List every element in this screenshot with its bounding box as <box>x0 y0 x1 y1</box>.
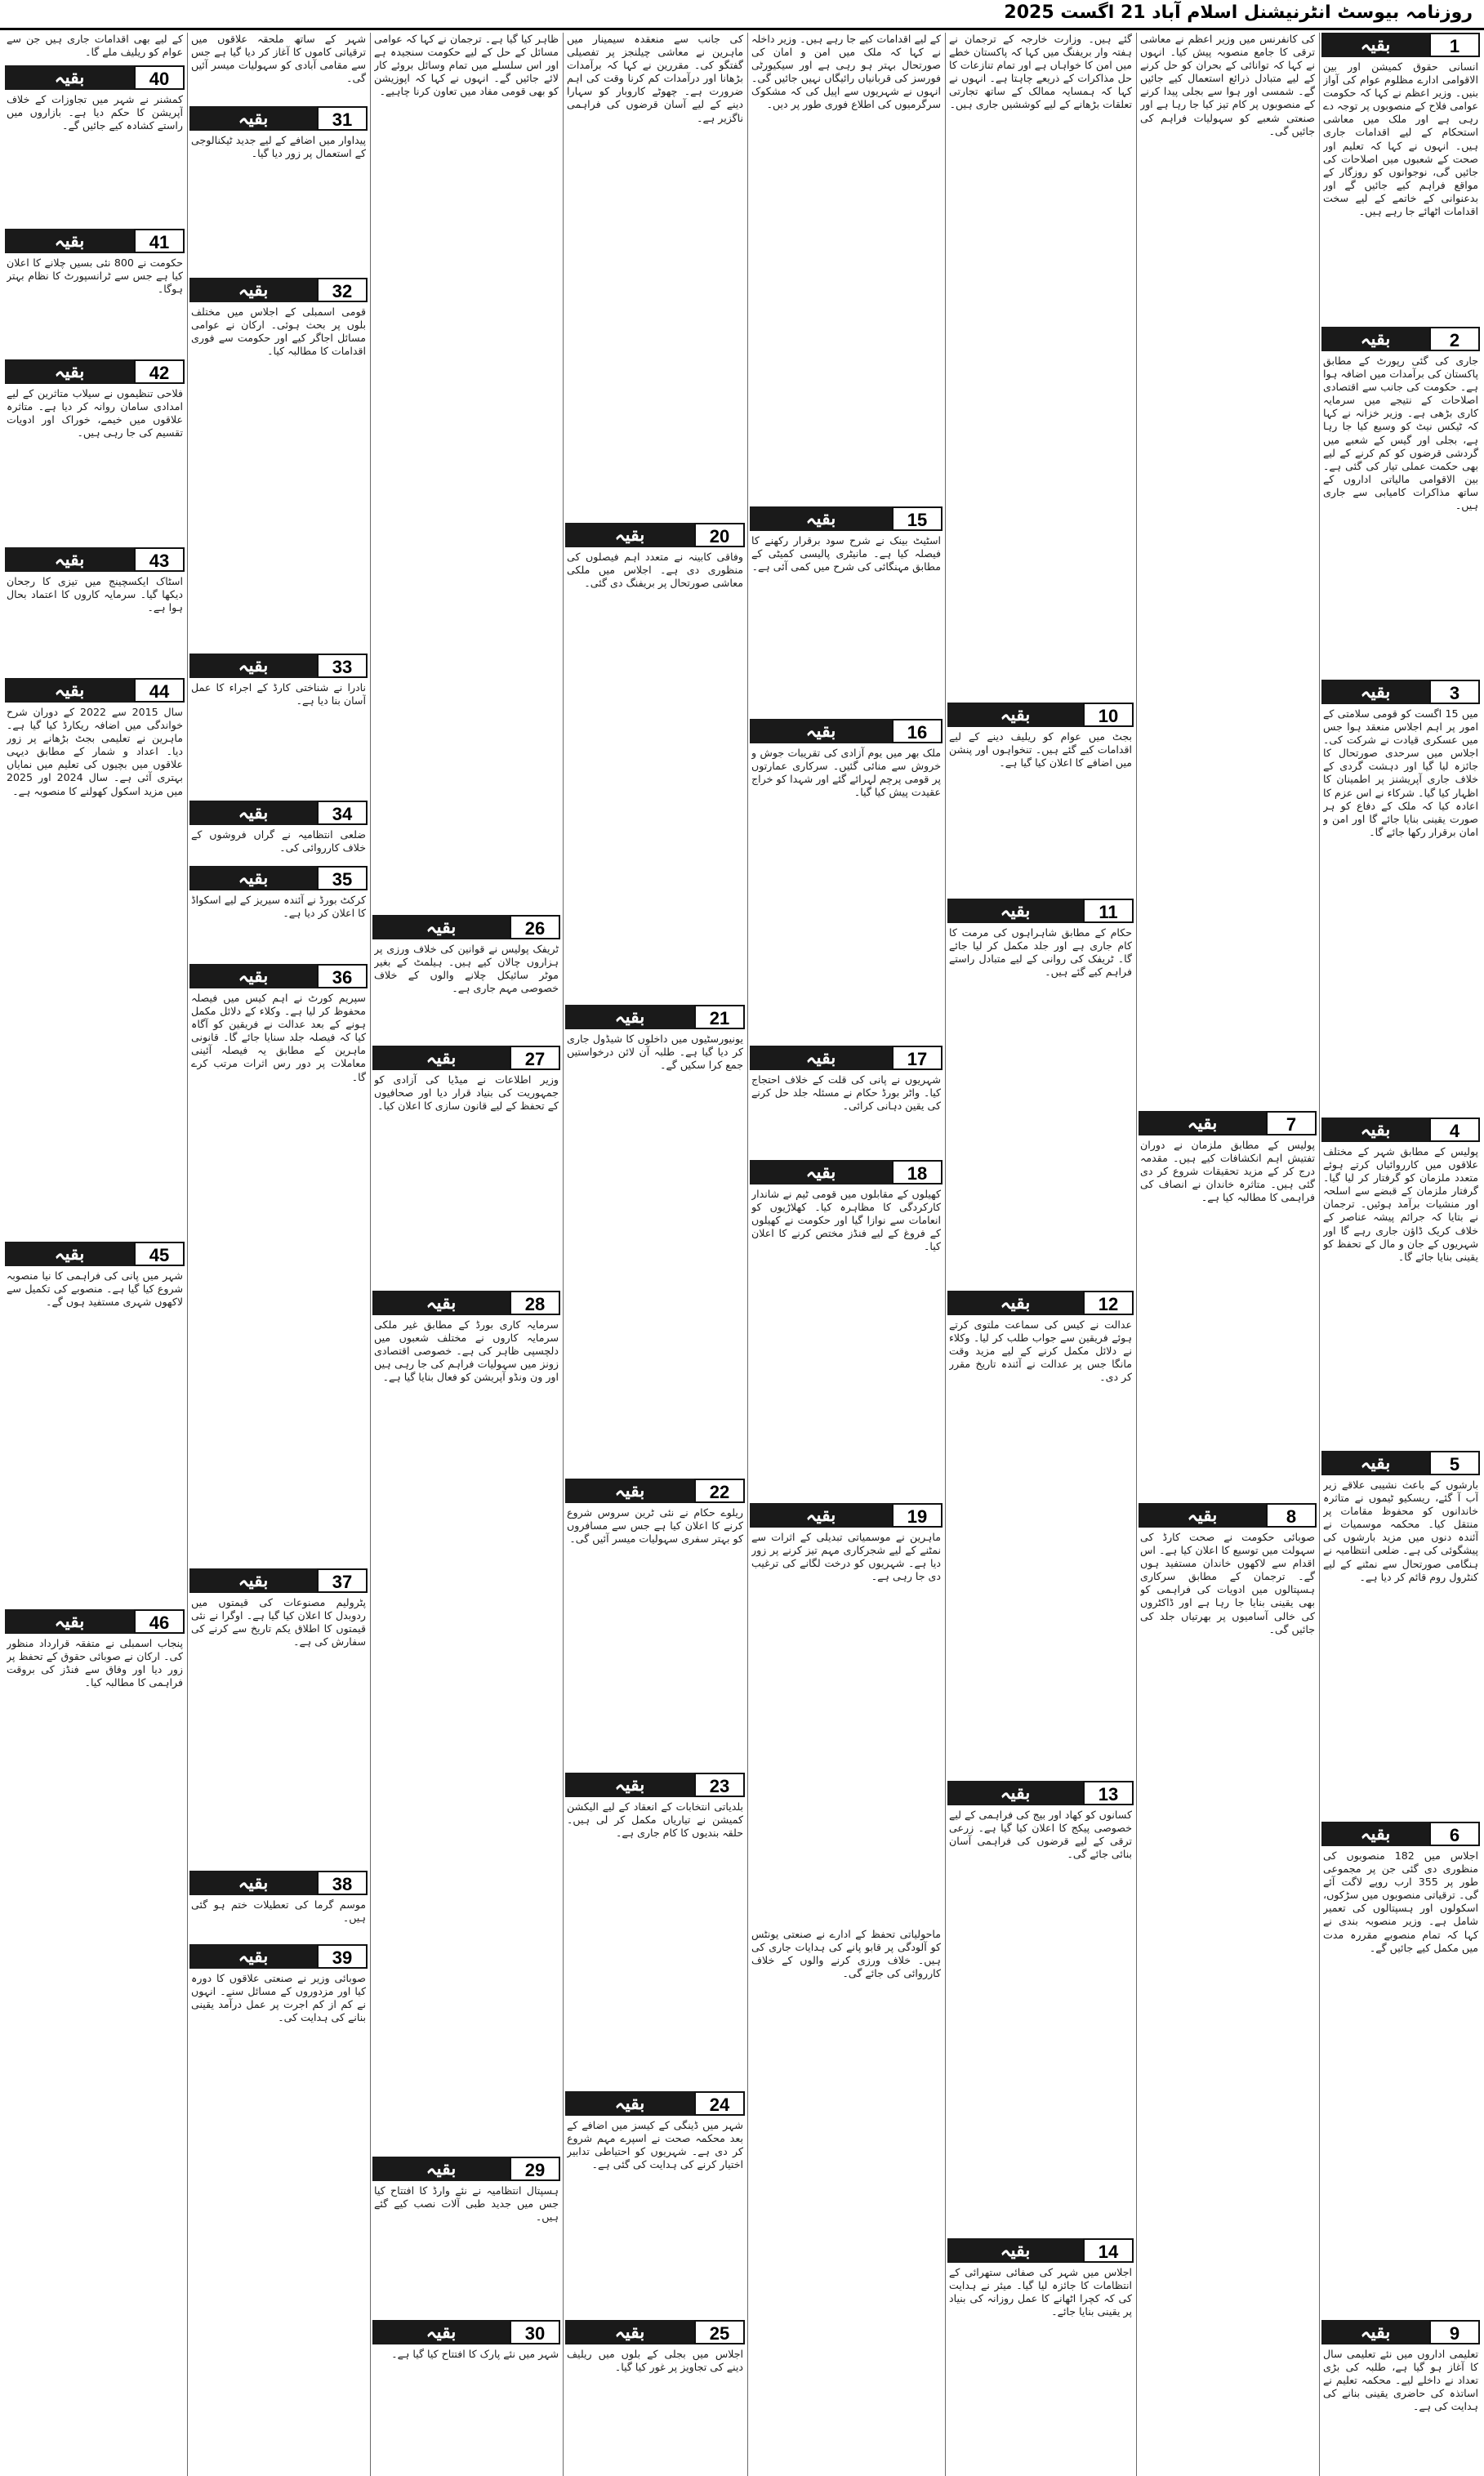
news-story <box>189 33 368 103</box>
story-number: 32 <box>317 278 368 302</box>
story-number: 45 <box>134 1242 185 1266</box>
story-number: 28 <box>510 1291 560 1315</box>
news-story <box>565 1005 745 1475</box>
story-body: حکام کے مطابق شاہراہوں کی مرمت کا کام جاری ہے اور جلد مکمل کر لیا جائے گا۔ ٹریفک کی روانی کے لیے متبادل راستے فراہم کیے گئے ہیں۔ <box>949 926 1132 979</box>
continuation-header <box>372 915 560 939</box>
news-story <box>947 33 1134 699</box>
continuation-header <box>947 899 1134 923</box>
news-column <box>947 33 1134 2476</box>
news-story <box>5 547 185 675</box>
continuation-header <box>372 1046 560 1070</box>
continuation-label: بقیہ <box>189 654 317 678</box>
continuation-label: بقیہ <box>372 1046 510 1070</box>
continuation-label: بقیہ <box>1321 1451 1429 1475</box>
news-story <box>1321 1822 1480 2317</box>
story-body: موسم گرما کی تعطیلات ختم ہو گئی ہیں۔ <box>191 1898 366 1925</box>
continuation-label: بقیہ <box>947 1781 1083 1805</box>
news-story <box>947 703 1134 895</box>
continuation-header <box>750 1160 943 1184</box>
continuation-label: بقیہ <box>189 1871 317 1895</box>
continuation-label: بقیہ <box>189 1944 317 1969</box>
continuation-label: بقیہ <box>372 2157 510 2181</box>
news-story <box>750 1160 943 1500</box>
story-body: یونیورسٹیوں میں داخلوں کا شیڈول جاری کر دیا گیا ہے۔ طلبہ آن لائن درخواستیں جمع کرا سکیں گے۔ <box>567 1033 743 1072</box>
news-story <box>5 65 185 225</box>
news-story <box>5 1609 185 2473</box>
continuation-label: بقیہ <box>372 1291 510 1315</box>
continuation-header <box>750 1503 943 1528</box>
news-column <box>1321 33 1480 2476</box>
news-story <box>1321 2320 1480 2473</box>
story-body: ملک بھر میں یوم آزادی کی تقریبات جوش و خروش سے منائی گئیں۔ سرکاری عمارتوں پر قومی پرچم لہرائے گئے اور شہدا کو خراج عقیدت پیش کیا گیا۔ <box>751 747 941 799</box>
story-body: حکومت نے 800 نئی بسیں چلانے کا اعلان کیا ہے جس سے ٹرانسپورٹ کا نظام بہتر ہوگا۔ <box>7 257 183 296</box>
continuation-label: بقیہ <box>947 2238 1083 2263</box>
continuation-label: بقیہ <box>5 678 134 703</box>
story-number: 27 <box>510 1046 560 1070</box>
news-story <box>372 2320 560 2473</box>
continuation-label: بقیہ <box>189 964 317 988</box>
story-body: سپریم کورٹ نے اہم کیس میں فیصلہ محفوظ کر لیا ہے۔ وکلاء کے دلائل مکمل ہونے کے بعد عدالت نے فریقین کو آگاہ کیا کہ فیصلہ جلد سنایا جائے گا۔ قانونی ماہرین کے مطابق یہ فیصلہ آئینی معاملات پر دور رس اثرات مرتب کرے گا۔ <box>191 992 366 1083</box>
story-number: 30 <box>510 2320 560 2344</box>
story-number: 35 <box>317 866 368 890</box>
column-divider <box>563 33 564 2476</box>
story-number: 4 <box>1429 1118 1480 1142</box>
continuation-header <box>189 654 368 678</box>
news-column <box>1139 33 1317 2476</box>
continuation-label: بقیہ <box>750 1503 892 1528</box>
continuation-label: بقیہ <box>750 1046 892 1070</box>
continuation-label: بقیہ <box>565 1479 694 1503</box>
story-number: 11 <box>1083 899 1134 923</box>
story-body: ریلوے حکام نے نئی ٹرین سروس شروع کرنے کا اعلان کیا ہے جس سے مسافروں کو بہتر سفری سہولیات میسر آئیں گی۔ <box>567 1506 743 1546</box>
story-number: 18 <box>892 1160 943 1184</box>
story-body: کھیلوں کے مقابلوں میں قومی ٹیم نے شاندار کارکردگی کا مظاہرہ کیا۔ کھلاڑیوں کو انعامات سے نوازا گیا اور حکومت نے کھیلوں کے فروغ کے لیے فنڈز مختص کرنے کا اعلان کیا۔ <box>751 1188 941 1253</box>
story-number: 13 <box>1083 1781 1134 1805</box>
story-number: 22 <box>694 1479 745 1503</box>
news-story <box>372 1291 560 2153</box>
continuation-label: بقیہ <box>5 229 134 253</box>
news-story <box>189 654 368 797</box>
continuation-label: بقیہ <box>947 703 1083 727</box>
continuation-label: بقیہ <box>565 2091 694 2116</box>
story-body: ماہرین نے موسمیاتی تبدیلی کے اثرات سے نمٹنے کے لیے شجرکاری مہم تیز کرنے پر زور دیا ہے۔ شہریوں کو درخت لگانے کی ترغیب دی جا رہی ہے۔ <box>751 1531 941 1583</box>
story-body: ہسپتال انتظامیہ نے نئے وارڈ کا افتتاح کیا جس میں جدید طبی آلات نصب کیے گئے ہیں۔ <box>374 2184 559 2224</box>
continuation-header <box>565 1479 745 1503</box>
story-body: اجلاس میں شہر کی صفائی ستھرائی کے انتظامات کا جائزہ لیا گیا۔ میئر نے ہدایت کی کہ کچرا اٹھانے کا عمل روزانہ کی بنیاد پر یقینی بنایا جائے۔ <box>949 2266 1132 2318</box>
story-number: 20 <box>694 523 745 547</box>
story-body: صوبائی وزیر نے صنعتی علاقوں کا دورہ کیا اور مزدوروں کے مسائل سنے۔ انہوں نے کم از کم اجرت پر عمل درآمد یقینی بنانے کی ہدایت کی۔ <box>191 1972 366 2024</box>
story-body: پولیس کے مطابق شہر کے مختلف علاقوں میں کارروائیاں کرتے ہوئے متعدد ملزمان کو گرفتار کر لیا گیا۔ گرفتار ملزمان کے قبضے سے اسلحہ اور منشیات برآمد ہوئیں۔ ترجمان نے بتایا کہ جرائم پیشہ عناصر کے خلاف کریک ڈاؤن جاری رہے گا اور شہریوں کے جان و مال کے تحفظ کو یقینی بنایا جائے گا۔ <box>1323 1145 1478 1263</box>
story-body: شہریوں نے پانی کی قلت کے خلاف احتجاج کیا۔ واٹر بورڈ حکام نے مسئلہ جلد حل کرنے کی یقین دہانی کرائی۔ <box>751 1073 941 1113</box>
story-body: عدالت نے کیس کی سماعت ملتوی کرتے ہوئے فریقین سے جواب طلب کر لیا۔ وکلاء نے دلائل مکمل کرنے کے لیے مزید وقت مانگا جس پر عدالت نے آئندہ تاریخ مقرر کر دی۔ <box>949 1318 1132 1384</box>
continuation-label: بقیہ <box>750 506 892 531</box>
news-story <box>565 2091 745 2317</box>
news-story <box>189 278 368 650</box>
news-story <box>372 1046 560 1287</box>
story-body: شہر میں پانی کی فراہمی کا نیا منصوبہ شروع کیا گیا ہے۔ منصوبے کی تکمیل سے لاکھوں شہری مستفید ہوں گے۔ <box>7 1269 183 1309</box>
news-column <box>189 33 368 2476</box>
news-story <box>1321 327 1480 676</box>
news-story <box>372 915 560 1042</box>
continuation-label: بقیہ <box>1321 327 1429 351</box>
continuation-header <box>565 523 745 547</box>
story-body: کی جانب سے منعقدہ سیمینار میں ماہرین نے معاشی چیلنجز پر تفصیلی گفتگو کی۔ مقررین نے کہا کہ برآمدات بڑھانا اور درآمدات کم کرنا وقت کی اہم ضرورت ہے۔ چھوٹے کاروبار کو سہارا دینے کے لیے آسان قرضوں کی فراہمی ناگزیر ہے۔ <box>567 33 743 124</box>
story-body: گئے ہیں۔ وزارت خارجہ کے ترجمان نے ہفتہ وار بریفنگ میں کہا کہ پاکستان خطے میں امن کا خواہاں ہے اور تمام تنازعات کا حل مذاکرات کے ذریعے چاہتا ہے۔ انہوں نے کہا کہ ہمسایہ ممالک کے ساتھ تجارتی تعلقات بڑھانے کے لیے کوششیں جاری ہیں۔ <box>949 33 1132 111</box>
continuation-label: بقیہ <box>372 915 510 939</box>
story-body: بارشوں کے باعث نشیبی علاقے زیر آب آ گئے، ریسکیو ٹیموں نے متاثرہ خاندانوں کو محفوظ مقامات پر منتقل کیا۔ محکمہ موسمیات نے آئندہ دنوں میں مزید بارشوں کی پیشگوئی کی ہے۔ ضلعی انتظامیہ نے ہنگامی صورتحال سے نمٹنے کے لیے کنٹرول روم قائم کر دیا ہے۔ <box>1323 1479 1478 1583</box>
news-story <box>750 506 943 716</box>
news-story <box>1321 1451 1480 1818</box>
story-number: 7 <box>1266 1111 1317 1135</box>
news-story <box>565 33 745 520</box>
story-number: 37 <box>317 1568 368 1593</box>
story-body: سرمایہ کاری بورڈ کے مطابق غیر ملکی سرمایہ کاروں نے مختلف شعبوں میں دلچسپی ظاہر کی ہے۔ خصوصی اقتصادی زونز میں سہولیات فراہم کی جا رہی ہیں اور ون ونڈو آپریشن کو فعال بنایا گیا ہے۔ <box>374 1318 559 1384</box>
continuation-header <box>189 1568 368 1593</box>
continuation-header <box>189 964 368 988</box>
story-body: میں 15 اگست کو قومی سلامتی کے امور پر اہم اجلاس منعقد ہوا جس میں عسکری قیادت نے شرکت کی۔ اجلاس میں سرحدی صورتحال کا جائزہ لیا گیا اور دہشت گردی کے خلاف جاری آپریشنز پر اطمینان کا اظہار کیا گیا۔ شرکاء نے اس عزم کا اعادہ کیا کہ ملک کے دفاع کو ہر صورت یقینی بنایا جائے گا اور امن و امان برقرار رکھا جائے گا۔ <box>1323 707 1478 838</box>
story-number: 34 <box>317 801 368 825</box>
news-story <box>189 1944 368 2473</box>
story-body: کسانوں کو کھاد اور بیج کی فراہمی کے لیے خصوصی پیکج کا اعلان کیا گیا ہے۔ زرعی ترقی کے لیے قرضوں کی فراہمی آسان بنائی جائے گی۔ <box>949 1809 1132 1861</box>
story-body: اجلاس میں 182 منصوبوں کی منظوری دی گئی جن پر مجموعی طور پر 355 ارب روپے لاگت آئے گی۔ ترقیاتی منصوبوں میں سڑکوں، اسکولوں اور ہسپتالوں کی تعمیر شامل ہے۔ وزیر منصوبہ بندی نے کہا کہ تمام منصوبے مقررہ مدت میں مکمل کیے جائیں گے۔ <box>1323 1849 1478 1954</box>
news-story <box>947 1291 1134 1778</box>
news-story <box>1321 33 1480 323</box>
continuation-label: بقیہ <box>189 866 317 890</box>
story-body: ضلعی انتظامیہ نے گراں فروشوں کے خلاف کارروائی کی۔ <box>191 828 366 854</box>
continuation-label: بقیہ <box>1321 2320 1429 2344</box>
story-body: وفاقی کابینہ نے متعدد اہم فیصلوں کی منظوری دی ہے۔ اجلاس میں ملکی معاشی صورتحال پر بریفنگ دی گئی۔ <box>567 551 743 590</box>
story-body: شہر کے ساتھ ملحقہ علاقوں میں ترقیاتی کاموں کا آغاز کر دیا گیا ہے جس سے مقامی آبادی کو سہولیات میسر آئیں گی۔ <box>191 33 366 85</box>
continuation-header <box>1321 680 1480 704</box>
story-body: ظاہر کیا گیا ہے۔ ترجمان نے کہا کہ عوامی مسائل کے حل کے لیے حکومت سنجیدہ ہے اور اس سلسلے میں تمام وسائل بروئے کار لائے جائیں گے۔ انہوں نے کہا کہ اپوزیشن کو بھی قومی مفاد میں تعاون کرنا چاہیے۔ <box>374 33 559 98</box>
story-number: 40 <box>134 65 185 90</box>
continuation-label: بقیہ <box>565 1773 694 1797</box>
story-number: 9 <box>1429 2320 1480 2344</box>
continuation-label: بقیہ <box>189 106 317 131</box>
story-number: 12 <box>1083 1291 1134 1315</box>
news-story <box>5 1242 185 1606</box>
story-body: پیداوار میں اضافے کے لیے جدید ٹیکنالوجی کے استعمال پر زور دیا گیا۔ <box>191 134 366 160</box>
story-body: شہر میں نئے پارک کا افتتاح کیا گیا ہے۔ <box>391 2348 559 2360</box>
story-number: 17 <box>892 1046 943 1070</box>
story-body: اسٹاک ایکسچینج میں تیزی کا رجحان دیکھا گیا۔ سرمایہ کاروں کا اعتماد بحال ہوا ہے۔ <box>7 575 183 614</box>
continuation-header <box>5 547 185 572</box>
continuation-label: بقیہ <box>1321 33 1429 57</box>
story-body: اسٹیٹ بینک نے شرح سود برقرار رکھنے کا فیصلہ کیا ہے۔ مانیٹری پالیسی کمیٹی کے مطابق مہنگائی کی شرح میں کمی آئی ہے۔ <box>751 534 941 573</box>
news-story <box>750 1046 943 1157</box>
continuation-label: بقیہ <box>1139 1111 1266 1135</box>
story-number: 46 <box>134 1609 185 1634</box>
continuation-header <box>5 1609 185 1634</box>
news-story <box>189 106 368 274</box>
story-body: اجلاس میں بجلی کے بلوں میں ریلیف دینے کی تجاویز پر غور کیا گیا۔ <box>567 2348 743 2374</box>
continuation-label: بقیہ <box>565 2320 694 2344</box>
news-story <box>750 1928 943 2473</box>
story-number: 19 <box>892 1503 943 1528</box>
news-story <box>750 719 943 1042</box>
continuation-header <box>1321 1822 1480 1846</box>
continuation-label: بقیہ <box>5 65 134 90</box>
continuation-header <box>189 1944 368 1969</box>
continuation-header <box>1139 1503 1317 1528</box>
story-number: 25 <box>694 2320 745 2344</box>
news-story <box>565 1479 745 1769</box>
continuation-header <box>565 2320 745 2344</box>
continuation-header <box>5 229 185 253</box>
masthead <box>0 0 1484 25</box>
story-body: ٹریفک پولیس نے قوانین کی خلاف ورزی پر ہزاروں چالان کیے ہیں۔ ہیلمٹ کے بغیر موٹر سائیکل چلانے والوں کے خلاف خصوصی مہم جاری ہے۔ <box>374 943 559 995</box>
news-story <box>947 2238 1134 2473</box>
continuation-label: بقیہ <box>947 899 1083 923</box>
story-body: کی کانفرنس میں وزیر اعظم نے معاشی ترقی کا جامع منصوبہ پیش کیا۔ انہوں نے کہا کہ توانائی کے بحران کو حل کرنے کے لیے متبادل ذرائع استعمال کیے جائیں گے۔ شمسی اور ہوا سے بجلی پیدا کرنے کے منصوبوں پر کام تیز کیا جا رہا ہے اور صنعتی شعبے کو سہولیات فراہم کی جائیں گی۔ <box>1140 33 1315 137</box>
story-number: 16 <box>892 719 943 743</box>
story-number: 39 <box>317 1944 368 1969</box>
continuation-label: بقیہ <box>189 1568 317 1593</box>
story-number: 29 <box>510 2157 560 2181</box>
story-body: کمشنر نے شہر میں تجاوزات کے خلاف آپریشن کا حکم دیا ہے۔ بازاروں میں راستے کشادہ کیے جائیں گے۔ <box>7 93 183 132</box>
story-body: شہر میں ڈینگی کے کیسز میں اضافے کے بعد محکمہ صحت نے اسپرے مہم شروع کر دی ہے۔ شہریوں کو احتیاطی تدابیر اختیار کرنے کی ہدایت کی گئی ہے۔ <box>567 2119 743 2171</box>
masthead-title: روزنامہ بیوسٹ انٹرنیشنل اسلام آباد 21 اگست 2025 <box>1004 2 1473 23</box>
news-story <box>189 1871 368 1941</box>
story-body: تعلیمی اداروں میں نئے تعلیمی سال کا آغاز ہو گیا ہے، طلبہ کی بڑی تعداد نے داخلے لیے۔ محکمہ تعلیم نے اساتذہ کی حاضری یقینی بنانے کی ہدایت کی ہے۔ <box>1323 2348 1478 2413</box>
continuation-label: بقیہ <box>1321 1822 1429 1846</box>
story-body: کے لیے اقدامات کیے جا رہے ہیں۔ وزیر داخلہ نے کہا کہ ملک میں امن و امان کی صورتحال بہتر ہو رہی ہے اور سیکیورٹی فورسز کی قربانیاں رائیگاں نہیں جائیں گی۔ انہوں نے شہریوں سے اپیل کی کہ مشکوک سرگرمیوں کی اطلاع فوری طور پر دیں۔ <box>751 33 941 111</box>
continuation-label: بقیہ <box>750 1160 892 1184</box>
news-story <box>5 229 185 356</box>
continuation-header <box>189 801 368 825</box>
column-divider <box>370 33 371 2476</box>
story-number: 5 <box>1429 1451 1480 1475</box>
story-body: پنجاب اسمبلی نے متفقہ قرارداد منظور کی۔ ارکان نے صوبائی حقوق کے تحفظ پر زور دیا اور وفاق سے فنڈز کی بروقت فراہمی کا مطالبہ کیا۔ <box>7 1637 183 1689</box>
news-story <box>5 359 185 544</box>
continuation-header <box>565 1773 745 1797</box>
story-body: فلاحی تنظیموں نے سیلاب متاثرین کے لیے امدادی سامان روانہ کر دیا ہے۔ متاثرہ علاقوں میں خیمے، خوراک اور ادویات تقسیم کی جا رہی ہیں۔ <box>7 387 183 439</box>
continuation-header <box>372 1291 560 1315</box>
story-body: ماحولیاتی تحفظ کے ادارے نے صنعتی یونٹس کو آلودگی پر قابو پانے کی ہدایات جاری کی ہیں۔ خلاف ورزی کرنے والوں کے خلاف کارروائی کی جائے گی۔ <box>751 1928 941 1980</box>
story-number: 44 <box>134 678 185 703</box>
continuation-header <box>565 1005 745 1029</box>
continuation-label: بقیہ <box>5 1242 134 1266</box>
news-story <box>5 678 185 1238</box>
story-number: 36 <box>317 964 368 988</box>
continuation-label: بقیہ <box>565 1005 694 1029</box>
news-story <box>750 33 943 503</box>
news-story <box>565 523 745 1002</box>
story-number: 8 <box>1266 1503 1317 1528</box>
news-column <box>750 33 943 2476</box>
story-body: کے لیے بھی اقدامات جاری ہیں جن سے عوام کو ریلیف ملے گا۔ <box>7 33 183 59</box>
news-column <box>565 33 745 2476</box>
continuation-header <box>947 1781 1134 1805</box>
continuation-label: بقیہ <box>1321 1118 1429 1142</box>
continuation-header <box>372 2320 560 2344</box>
story-body: وزیر اطلاعات نے میڈیا کی آزادی کو جمہوریت کی بنیاد قرار دیا اور صحافیوں کے تحفظ کے لیے قانون سازی کا اعلان کیا۔ <box>374 1073 559 1113</box>
continuation-header <box>5 359 185 384</box>
column-divider <box>187 33 188 2476</box>
continuation-header <box>189 278 368 302</box>
news-story <box>1321 1118 1480 1448</box>
story-number: 31 <box>317 106 368 131</box>
news-story <box>1139 33 1317 1108</box>
continuation-header <box>750 719 943 743</box>
continuation-header <box>5 65 185 90</box>
masthead-rule <box>0 28 1484 30</box>
news-story <box>189 1568 368 1867</box>
continuation-header <box>5 1242 185 1266</box>
continuation-header <box>1321 327 1480 351</box>
continuation-header <box>5 678 185 703</box>
news-column <box>372 33 560 2476</box>
news-story <box>947 1781 1134 2235</box>
continuation-header <box>947 1291 1134 1315</box>
news-story <box>565 1773 745 2088</box>
news-story <box>5 33 185 62</box>
news-story <box>1139 1503 1317 2473</box>
news-story <box>1321 680 1480 1114</box>
continuation-header <box>1321 1118 1480 1142</box>
news-story <box>372 33 560 912</box>
continuation-label: بقیہ <box>947 1291 1083 1315</box>
news-column <box>5 33 185 2476</box>
story-body: نادرا نے شناختی کارڈ کے اجراء کا عمل آسان بنا دیا ہے۔ <box>191 681 366 707</box>
story-number: 14 <box>1083 2238 1134 2263</box>
news-story <box>947 899 1134 1287</box>
story-number: 21 <box>694 1005 745 1029</box>
continuation-label: بقیہ <box>1139 1503 1266 1528</box>
story-body: کرکٹ بورڈ نے آئندہ سیریز کے لیے اسکواڈ کا اعلان کر دیا ہے۔ <box>191 894 366 920</box>
column-divider <box>1319 33 1320 2476</box>
news-story <box>189 964 368 1565</box>
continuation-label: بقیہ <box>5 547 134 572</box>
story-number: 26 <box>510 915 560 939</box>
story-number: 3 <box>1429 680 1480 704</box>
news-story <box>189 801 368 863</box>
story-body: انسانی حقوق کمیشن اور بین الاقوامی ادارے مظلوم عوام کی آواز بنیں۔ وزیر اعظم نے کہا کہ حکومت عوامی فلاح کے منصوبوں پر توجہ دے رہی ہے اور ملک میں معاشی استحکام کے لیے اقدامات جاری ہیں۔ انہوں نے کہا کہ تعلیم اور صحت کے شعبوں میں اصلاحات کی جائیں گی، نوجوانوں کو روزگار کے مواقع فراہم کیے جائیں گے اور بدعنوانی کے خاتمے کے لیے سخت اقدامات اٹھائے جا رہے ہیں۔ <box>1323 60 1478 218</box>
column-divider <box>1136 33 1137 2476</box>
news-story <box>750 1503 943 1925</box>
story-number: 33 <box>317 654 368 678</box>
continuation-header <box>1321 33 1480 57</box>
story-number: 10 <box>1083 703 1134 727</box>
story-body: سال 2015 سے 2022 کے دوران شرح خواندگی میں اضافہ ریکارڈ کیا گیا ہے۔ ماہرین نے تعلیمی بجٹ بڑھانے پر زور دیا۔ اعداد و شمار کے مطابق دیہی علاقوں میں بچیوں کی تعلیم میں نمایاں بہتری آئی ہے۔ سال 2024 اور 2025 میں مزید اسکول کھولنے کا منصوبہ ہے۔ <box>7 706 183 797</box>
story-number: 2 <box>1429 327 1480 351</box>
continuation-header <box>189 1871 368 1895</box>
story-number: 43 <box>134 547 185 572</box>
story-body: بلدیاتی انتخابات کے انعقاد کے لیے الیکشن کمیشن نے تیاریاں مکمل کر لی ہیں۔ حلقہ بندیوں کا کام جاری ہے۔ <box>567 1800 743 1840</box>
news-story <box>189 866 368 961</box>
column-divider <box>945 33 946 2476</box>
continuation-header <box>750 506 943 531</box>
continuation-header <box>947 703 1134 727</box>
continuation-header <box>1139 1111 1317 1135</box>
continuation-header <box>565 2091 745 2116</box>
continuation-header <box>1321 2320 1480 2344</box>
continuation-label: بقیہ <box>5 359 134 384</box>
story-body: پولیس کے مطابق ملزمان نے دوران تفتیش اہم انکشافات کیے ہیں۔ مقدمہ درج کر کے مزید تحقیقات شروع کر دی گئی ہیں۔ متاثرہ خاندان نے انصاف کی فراہمی کا مطالبہ کیا ہے۔ <box>1140 1139 1315 1204</box>
continuation-label: بقیہ <box>750 719 892 743</box>
continuation-header <box>372 2157 560 2181</box>
story-body: پٹرولیم مصنوعات کی قیمتوں میں ردوبدل کا اعلان کیا گیا ہے۔ اوگرا نے نئی قیمتوں کا اطلاق یکم تاریخ سے کرنے کی سفارش کی ہے۔ <box>191 1596 366 1648</box>
columns-area <box>0 33 1484 2476</box>
continuation-header <box>947 2238 1134 2263</box>
continuation-label: بقیہ <box>189 801 317 825</box>
continuation-label: بقیہ <box>372 2320 510 2344</box>
story-body: قومی اسمبلی کے اجلاس میں مختلف بلوں پر بحث ہوئی۔ ارکان نے عوامی مسائل اجاگر کیے اور حکومت سے فوری اقدامات کا مطالبہ کیا۔ <box>191 306 366 358</box>
story-number: 1 <box>1429 33 1480 57</box>
continuation-label: بقیہ <box>565 523 694 547</box>
story-number: 42 <box>134 359 185 384</box>
story-number: 24 <box>694 2091 745 2116</box>
story-body: صوبائی حکومت نے صحت کارڈ کی سہولت میں توسیع کا اعلان کیا ہے۔ اس اقدام سے لاکھوں خاندان مستفید ہوں گے۔ ترجمان کے مطابق سرکاری ہسپتالوں میں ادویات کی فراہمی کو بھی یقینی بنایا جا رہا ہے اور ڈاکٹروں کی خالی آسامیوں پر بھرتیاں جلد کی جائیں گی۔ <box>1140 1531 1315 1635</box>
news-story <box>1139 1111 1317 1500</box>
story-number: 15 <box>892 506 943 531</box>
continuation-header <box>1321 1451 1480 1475</box>
continuation-header <box>189 106 368 131</box>
story-number: 38 <box>317 1871 368 1895</box>
story-number: 6 <box>1429 1822 1480 1846</box>
continuation-header <box>189 866 368 890</box>
news-story <box>565 2320 745 2473</box>
continuation-label: بقیہ <box>189 278 317 302</box>
continuation-label: بقیہ <box>5 1609 134 1634</box>
continuation-header <box>750 1046 943 1070</box>
story-body: جاری کی گئی رپورٹ کے مطابق پاکستان کی برآمدات میں اضافہ ہوا ہے۔ حکومت کی جانب سے اقتصادی اصلاحات کے نتیجے میں سرمایہ کاری بڑھی ہے۔ وزیر خزانہ نے کہا کہ ٹیکس نیٹ کو وسیع کیا جا رہا ہے، بجلی اور گیس کے شعبے میں گردشی قرضوں کو کم کرنے کے لیے بھی حکمت عملی تیار کی گئی ہے۔ بین الاقوامی مالیاتی اداروں کے ساتھ مذاکرات کامیابی سے جاری ہیں۔ <box>1323 355 1478 512</box>
story-body: بجٹ میں عوام کو ریلیف دینے کے لیے اقدامات کیے گئے ہیں۔ تنخواہوں اور پنشن میں اضافے کا اعلان کیا گیا ہے۔ <box>949 730 1132 770</box>
story-number: 41 <box>134 229 185 253</box>
news-story <box>372 2157 560 2317</box>
story-number: 23 <box>694 1773 745 1797</box>
continuation-label: بقیہ <box>1321 680 1429 704</box>
column-divider <box>747 33 748 2476</box>
